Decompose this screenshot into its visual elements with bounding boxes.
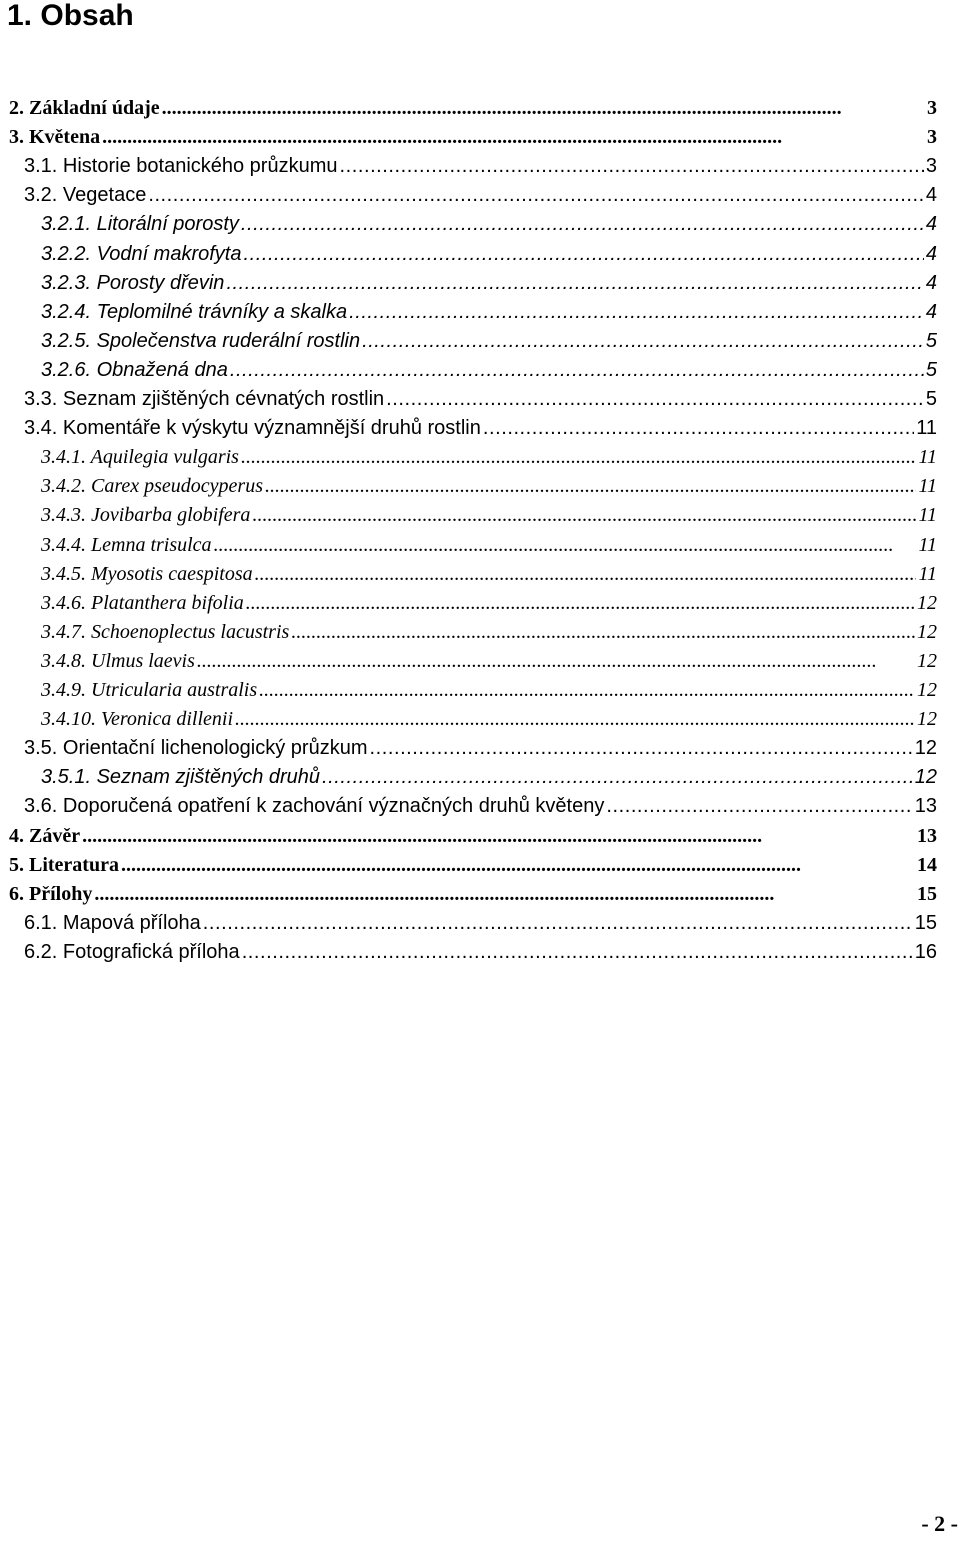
toc-entry-title: 3.4.2. Carex pseudocyperus [41, 475, 263, 498]
toc-dot-leader [340, 152, 924, 181]
toc-entry[interactable] [0, 531, 937, 560]
toc-dot-leader [291, 618, 915, 647]
toc-entry[interactable] [0, 181, 937, 210]
toc-entry-page: 13 [917, 824, 937, 847]
toc-dot-leader [203, 909, 913, 938]
toc-dot-leader [386, 385, 924, 414]
toc-entry-title: 3.5.1. Seznam zjištěných druhů [41, 766, 321, 789]
toc-entry[interactable] [0, 792, 937, 821]
toc-entry-title: 3.4.1. Aquilegia vulgaris [41, 446, 239, 469]
toc-entry-title: 3.4.3. Jovibarba globifera [41, 504, 251, 527]
toc-entry-page: 12 [917, 679, 937, 701]
toc-entry[interactable] [0, 676, 937, 705]
toc-entry-title: 3.2.2. Vodní makrofyta [41, 242, 242, 265]
toc-entry-title: 3.4.6. Platanthera bifolia [41, 591, 244, 614]
toc-dot-leader [322, 763, 913, 792]
toc-entry-title: 3.2.1. Litorální porosty [41, 213, 239, 236]
toc-entry-page: 12 [917, 620, 937, 643]
toc-dot-leader [214, 531, 917, 560]
toc-dot-leader [362, 327, 924, 356]
toc-entry-title: 3.4. Komentáře k výskytu významnější druhů rostlin [24, 417, 481, 440]
toc-entry-title: 6.2. Fotografická příloha [24, 940, 240, 963]
toc-dot-leader [241, 443, 917, 472]
toc-entry-page: 15 [917, 882, 937, 905]
toc-entry-page: 12 [917, 649, 937, 672]
toc-dot-leader [255, 560, 917, 589]
toc-entry-title: 3.3. Seznam zjištěných cévnatých rostlin [24, 388, 385, 410]
toc-entry[interactable] [0, 822, 937, 851]
toc-entry[interactable] [0, 240, 937, 269]
toc-dot-leader [349, 298, 924, 327]
toc-dot-leader [94, 880, 915, 909]
toc-entry-page: 11 [918, 533, 937, 556]
toc-entry-page: 3 [925, 155, 937, 178]
toc-entry-page: 12 [917, 708, 937, 731]
toc-entry-title: 3.2. Vegetace [24, 184, 147, 207]
toc-entry-page: 4 [925, 300, 937, 323]
toc-entry[interactable] [0, 152, 937, 181]
toc-entry-title: 3.4.8. Ulmus laevis [41, 649, 195, 672]
toc-entry[interactable] [0, 880, 937, 909]
toc-dot-leader [226, 269, 923, 298]
toc-entry-page: 5 [925, 358, 937, 381]
toc-entry-page: 12 [914, 737, 937, 760]
toc-dot-leader [483, 414, 914, 443]
toc-entry[interactable] [0, 472, 937, 501]
toc-entry-page: 11 [918, 504, 937, 527]
toc-dot-leader [259, 676, 915, 705]
toc-entry-title: 3.2.6. Obnažená dna [41, 358, 228, 381]
toc-entry-title: 3. Květena [9, 126, 101, 149]
toc-entry-page: 3 [927, 126, 937, 149]
toc-entry-page: 4 [925, 184, 937, 207]
toc-entry[interactable] [0, 589, 937, 618]
toc-entry[interactable] [0, 909, 937, 938]
toc-entry[interactable] [0, 618, 937, 647]
toc-entry-title: 3.4.7. Schoenoplectus lacustris [41, 620, 290, 643]
toc-dot-leader [82, 822, 915, 851]
toc-entry[interactable] [0, 705, 937, 734]
toc-dot-leader [241, 210, 924, 239]
toc-dot-leader [230, 356, 924, 385]
toc-entry[interactable] [0, 269, 937, 298]
toc-entry[interactable] [0, 938, 937, 967]
toc-entry[interactable] [0, 560, 937, 589]
toc-entry-page: 5 [925, 329, 937, 352]
toc-entry[interactable] [0, 298, 937, 327]
toc-entry-page: 4 [925, 213, 937, 236]
toc-entry[interactable] [0, 327, 937, 356]
toc-entry-page: 16 [914, 940, 937, 963]
toc-entry-page: 4 [925, 271, 937, 294]
toc-entry-title: 6. Přílohy [9, 882, 93, 905]
toc-dot-leader [252, 501, 916, 530]
toc-entry[interactable] [0, 501, 937, 530]
toc-entry-title: 3.2.5. Společenstva ruderální rostlin [41, 329, 361, 352]
toc-entry-page: 14 [917, 853, 937, 876]
toc-entry-title: 3.2.3. Porosty dřevin [41, 271, 225, 294]
toc-entry-title: 3.2.4. Teplomilné trávníky a skalka [41, 300, 348, 323]
toc-entry-title: 5. Literatura [9, 853, 119, 876]
toc-dot-leader [243, 240, 923, 269]
toc-entry-page: 15 [914, 911, 937, 934]
toc-entry[interactable] [0, 210, 937, 239]
toc-entry-title: 6.1. Mapová příloha [24, 911, 201, 934]
toc-entry-title: 3.4.5. Myosotis caespitosa [41, 562, 253, 585]
toc-dot-leader [121, 851, 915, 880]
toc-entry[interactable] [0, 414, 937, 443]
toc-entry-page: 3 [927, 97, 937, 119]
toc-entry[interactable] [0, 94, 937, 123]
toc-dot-leader [102, 123, 925, 152]
toc-entry[interactable] [0, 647, 937, 676]
toc-entry-page: 11 [918, 446, 937, 469]
toc-dot-leader [370, 734, 913, 763]
toc-entry-title: 4. Závěr [9, 824, 81, 847]
page-number: - 2 - [921, 1511, 958, 1536]
toc-entry[interactable] [0, 763, 937, 792]
toc-entry-title: 3.4.9. Utricularia australis [41, 679, 258, 701]
toc-dot-leader [162, 94, 925, 123]
toc-entry-page: 11 [918, 562, 937, 585]
toc-entry[interactable] [0, 356, 937, 385]
toc-entry-title: 3.5. Orientační lichenologický průzkum [24, 737, 368, 760]
toc-entry-page: 11 [916, 417, 937, 440]
toc-dot-leader [235, 705, 915, 734]
toc-dot-leader [246, 589, 915, 618]
toc-entry-title: 2. Základní údaje [9, 97, 160, 119]
toc-entry-title: 3.4.10. Veronica dillenii [41, 708, 234, 731]
toc-entry-page: 12 [914, 766, 937, 789]
toc-entry[interactable] [0, 123, 937, 152]
toc-dot-leader [242, 938, 913, 967]
toc-dot-leader [606, 792, 912, 821]
toc-entry[interactable] [0, 443, 937, 472]
toc-entry-page: 13 [914, 795, 937, 818]
toc-entry-page: 5 [925, 388, 937, 410]
toc-entry[interactable] [0, 385, 937, 414]
page-title: 1. Obsah [7, 0, 134, 32]
toc-entry-title: 3.6. Doporučená opatření k zachování význačných druhů květeny [24, 795, 605, 818]
toc-dot-leader [148, 181, 924, 210]
toc-dot-leader [265, 472, 916, 501]
toc-entry-page: 11 [918, 475, 937, 498]
toc-entry[interactable] [0, 851, 937, 880]
toc-entry-title: 3.4.4. Lemna trisulca [41, 533, 212, 556]
toc-entry[interactable] [0, 734, 937, 763]
toc-entry-page: 4 [925, 242, 937, 265]
toc-entry-page: 12 [917, 591, 937, 614]
toc-entry-title: 3.1. Historie botanického průzkumu [24, 155, 338, 178]
toc-dot-leader [197, 647, 915, 676]
